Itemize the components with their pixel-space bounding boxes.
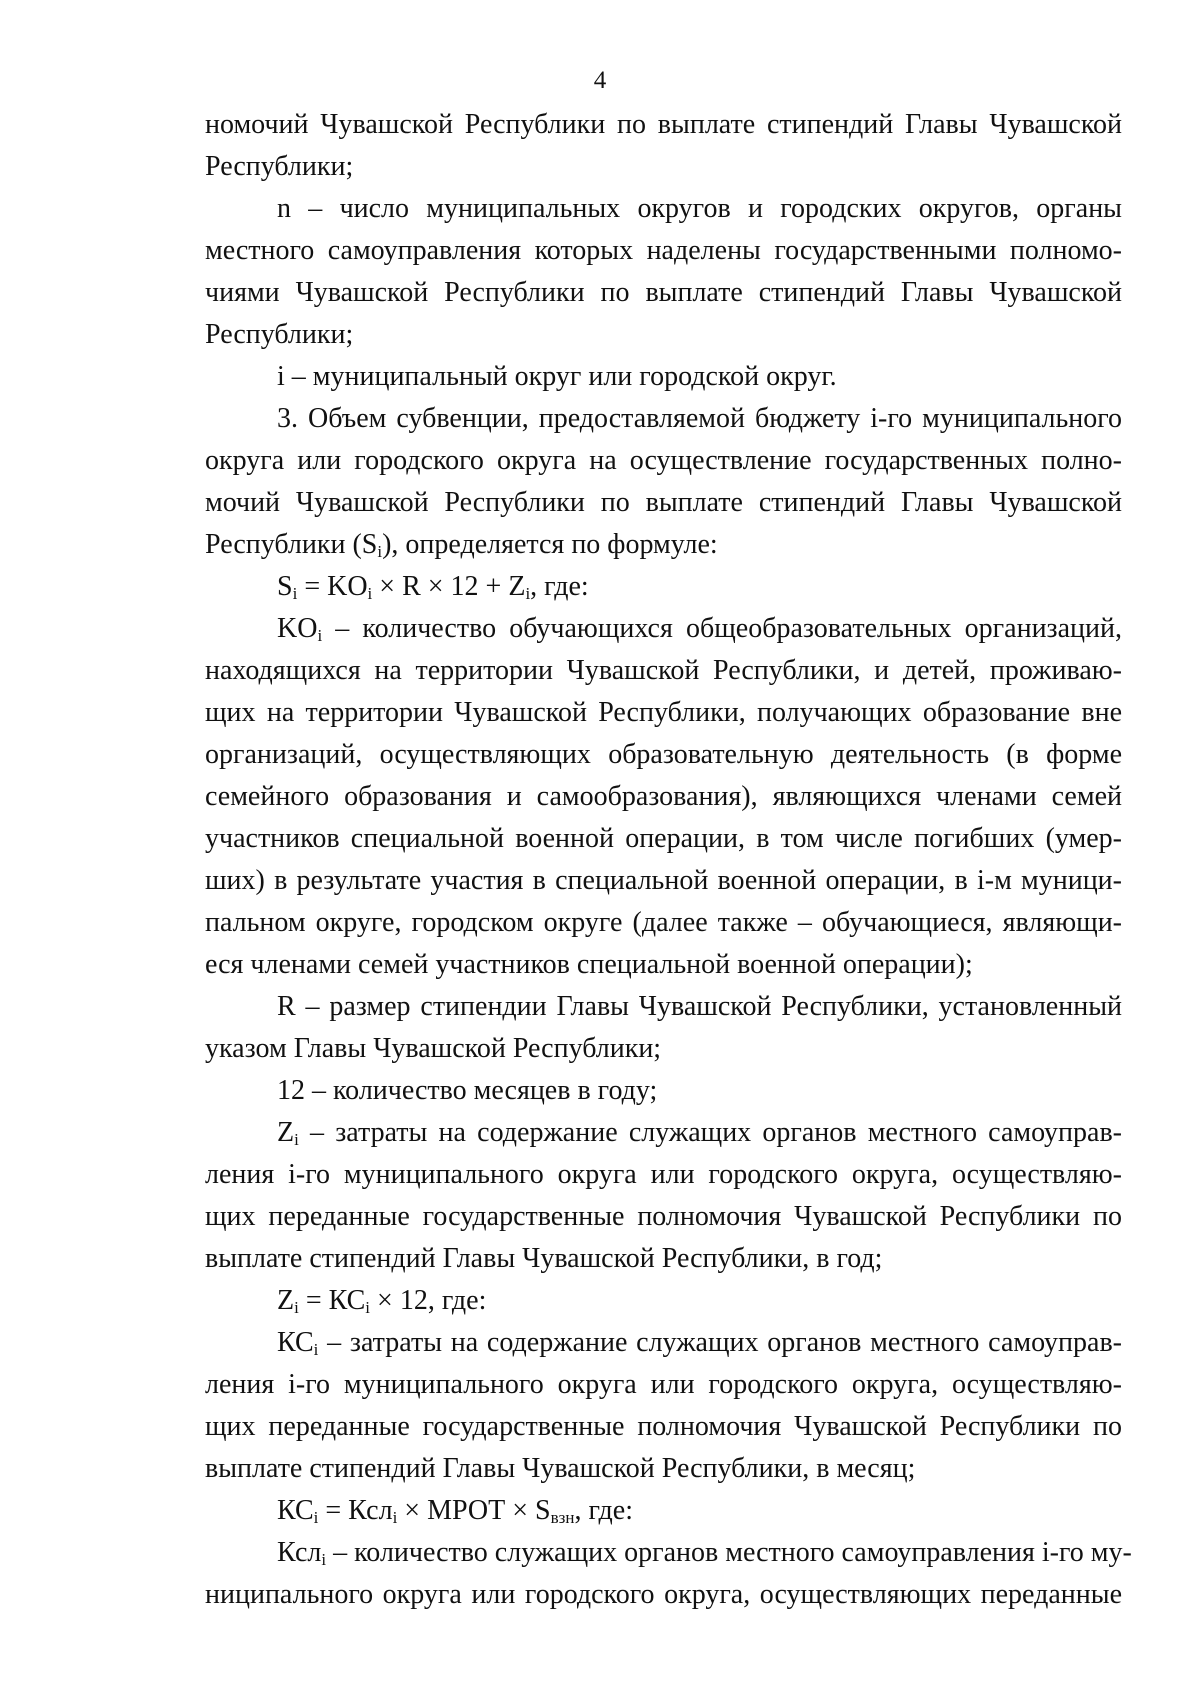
formula-line: $S_i = KO_i \times R \times 12 + Z_i$, где: xyxy=(277,571,589,603)
text-line: участников специальной военной операции, в том числе погибших (умер- xyxy=(205,823,1122,854)
text-line: $KO_i$ – количество обучающихся общеобразовательных организаций, xyxy=(277,613,1122,645)
text-line: щих переданные государственные полномочия Чувашской Республики по xyxy=(205,1201,1122,1232)
text-line: i – муниципальный округ или городской округ. xyxy=(277,361,837,392)
text-line: еся членами семей участников специальной военной операции); xyxy=(205,949,973,980)
text-line: указом Главы Чувашской Республики; xyxy=(205,1033,662,1064)
text-line: ниципального округа или городского округа, осуществляющих переданные xyxy=(205,1579,1122,1610)
text-line: ших) в результате участия в специальной военной операции, в i-м муници- xyxy=(205,865,1122,896)
text-line: Республики; xyxy=(205,151,354,182)
text-line: $Z_i$ – затраты на содержание служащих органов местного самоуправ- xyxy=(277,1117,1122,1149)
text-line: номочий Чувашской Республики по выплате стипендий Главы Чувашской xyxy=(205,109,1122,140)
text-line: организаций, осуществляющих образовательную деятельность (в форме xyxy=(205,739,1122,770)
text-line: 12 – количество месяцев в году; xyxy=(277,1075,658,1106)
text-line: находящихся на территории Чувашской Республики, и детей, проживаю- xyxy=(205,655,1122,686)
text-line: Республики $(S_i)$, определяется по формуле: xyxy=(205,529,718,561)
formula-line: $КС_i = Ксл_i$ × МРОТ × $S_{взн}$, где: xyxy=(277,1495,633,1527)
text-line: 3. Объем субвенции, предоставляемой бюджету i-го муниципального xyxy=(277,403,1122,434)
text-line: мочий Чувашской Республики по выплате стипендий Главы Чувашской xyxy=(205,487,1122,518)
text-line: $КС_i$ – затраты на содержание служащих органов местного самоуправ- xyxy=(277,1327,1122,1359)
text-line: местного самоуправления которых наделены государственными полномо- xyxy=(205,235,1122,266)
text-line: n – число муниципальных округов и городских округов, органы xyxy=(277,193,1122,224)
text-line: R – размер стипендии Главы Чувашской Республики, установленный xyxy=(277,991,1122,1022)
text-line: округа или городского округа на осуществление государственных полно- xyxy=(205,445,1122,476)
text-line: семейного образования и самообразования), являющихся членами семей xyxy=(205,781,1122,812)
text-line: ления i-го муниципального округа или городского округа, осуществляю- xyxy=(205,1369,1122,1400)
text-line: чиями Чувашской Республики по выплате стипендий Главы Чувашской xyxy=(205,277,1122,308)
text-line: Ксл$_i$ – количество служащих органов местного самоуправления i-го му- xyxy=(277,1537,1132,1569)
formula-line: $Z_i = КС_i \times 12$, где: xyxy=(277,1285,487,1317)
page-number: 4 xyxy=(593,67,607,94)
text-line: ления i-го муниципального округа или городского округа, осуществляю- xyxy=(205,1159,1122,1190)
text-line: пальном округе, городском округе (далее также – обучающиеся, являющи- xyxy=(205,907,1122,938)
text-line: Республики; xyxy=(205,319,354,350)
text-line: щих переданные государственные полномочия Чувашской Республики по xyxy=(205,1411,1122,1442)
text-line: выплате стипендий Главы Чувашской Республики, в месяц; xyxy=(205,1453,916,1484)
text-line: выплате стипендий Главы Чувашской Республики, в год; xyxy=(205,1243,883,1274)
text-line: щих на территории Чувашской Республики, получающих образование вне xyxy=(205,697,1122,728)
